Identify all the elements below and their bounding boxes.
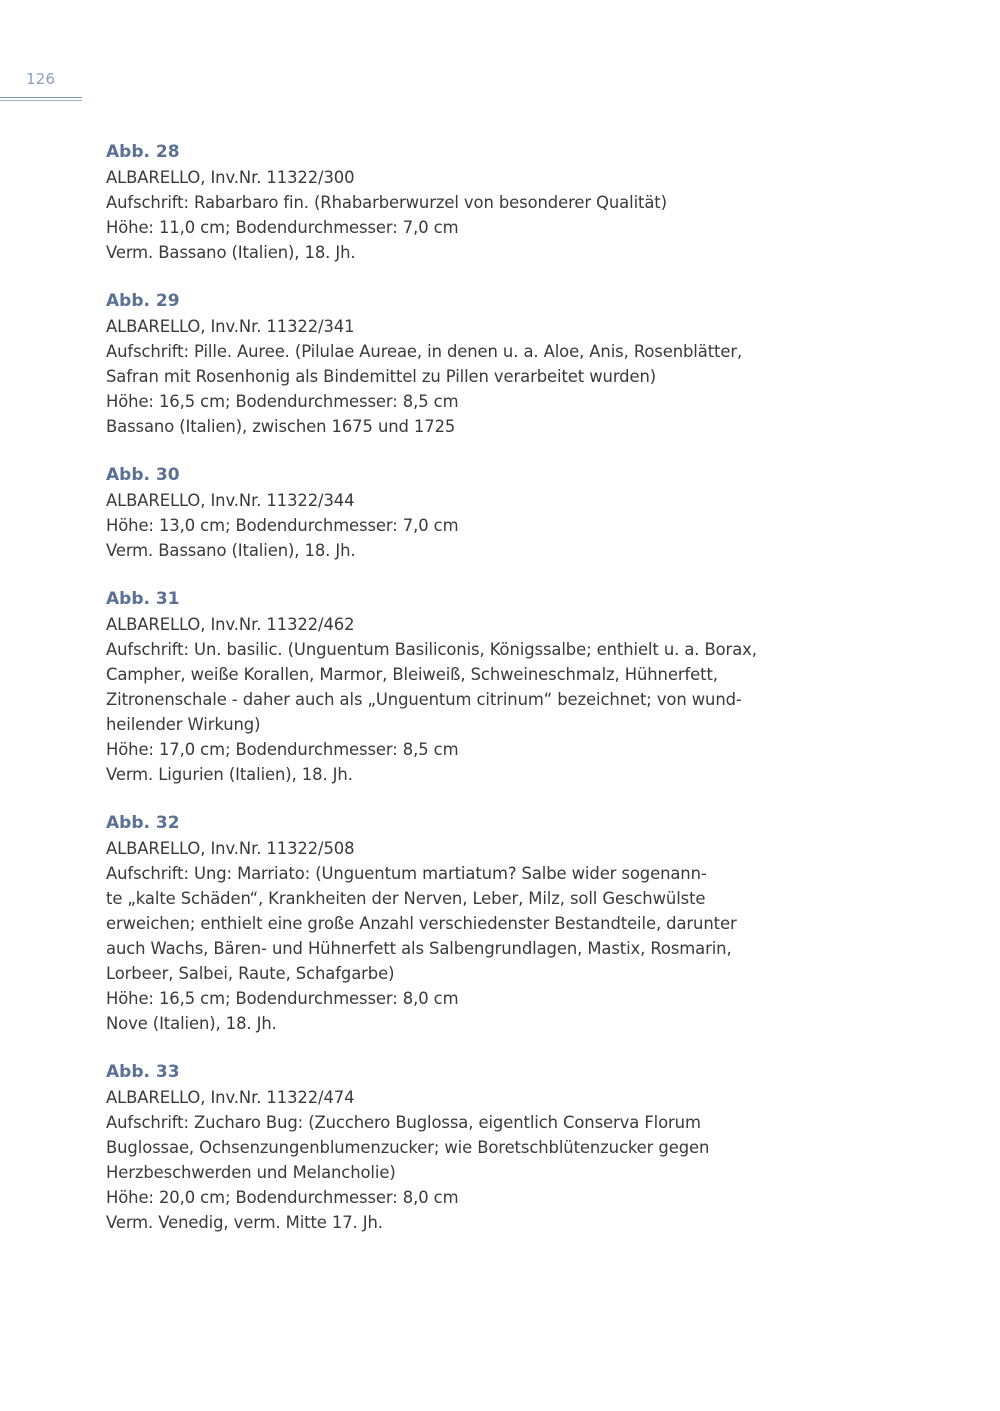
catalog-entry bbox=[106, 1060, 786, 1235]
entry-line: Safran mit Rosenhonig als Bindemittel zu Pillen verarbeitet wurden) bbox=[106, 367, 657, 386]
entry-line: Aufschrift: Pille. Auree. (Pilulae Aureae, in denen u. a. Aloe, Anis, Rosenblätter, bbox=[106, 342, 743, 361]
entry-line: Höhe: 11,0 cm; Bodendurchmesser: 7,0 cm bbox=[106, 218, 459, 237]
entry-title: Abb. 33 bbox=[106, 1062, 180, 1082]
page-number-rule bbox=[0, 97, 82, 98]
entry-line: Verm. Ligurien (Italien), 18. Jh. bbox=[106, 765, 353, 784]
entry-title: Abb. 31 bbox=[106, 589, 180, 609]
entry-line: Verm. Venedig, verm. Mitte 17. Jh. bbox=[106, 1213, 383, 1232]
entry-line: Aufschrift: Rabarbaro fin. (Rhabarberwurzel von besonderer Qualität) bbox=[106, 193, 667, 212]
entry-line: auch Wachs, Bären- und Hühnerfett als Salbengrundlagen, Mastix, Rosmarin, bbox=[106, 939, 732, 958]
entry-line: te „kalte Schäden“, Krankheiten der Nerven, Leber, Milz, soll Geschwülste bbox=[106, 889, 706, 908]
catalog-entries bbox=[106, 140, 786, 1259]
entry-line: Höhe: 20,0 cm; Bodendurchmesser: 8,0 cm bbox=[106, 1188, 459, 1207]
entry-line: erweichen; enthielt eine große Anzahl verschiedenster Bestandteile, darunter bbox=[106, 914, 737, 933]
entry-line: Verm. Bassano (Italien), 18. Jh. bbox=[106, 541, 356, 560]
entry-line: Höhe: 13,0 cm; Bodendurchmesser: 7,0 cm bbox=[106, 516, 459, 535]
entry-line: heilender Wirkung) bbox=[106, 715, 261, 734]
entry-line: Buglossae, Ochsenzungenblumenzucker; wie Boretschblütenzucker gegen bbox=[106, 1138, 710, 1157]
entry-line: Höhe: 16,5 cm; Bodendurchmesser: 8,5 cm bbox=[106, 392, 459, 411]
catalog-entry bbox=[106, 587, 786, 787]
entry-line: ALBARELLO, Inv.Nr. 11322/300 bbox=[106, 168, 355, 187]
page-number-rule-lower bbox=[0, 100, 82, 101]
entry-line: ALBARELLO, Inv.Nr. 11322/508 bbox=[106, 839, 355, 858]
catalog-entry bbox=[106, 811, 786, 1036]
entry-line: Aufschrift: Ung: Marriato: (Unguentum martiatum? Salbe wider sogenann- bbox=[106, 864, 707, 883]
catalog-entry bbox=[106, 289, 786, 439]
entry-title: Abb. 30 bbox=[106, 465, 180, 485]
entry-line: Bassano (Italien), zwischen 1675 und 1725 bbox=[106, 417, 456, 436]
entry-title: Abb. 32 bbox=[106, 813, 180, 833]
entry-line: ALBARELLO, Inv.Nr. 11322/341 bbox=[106, 317, 355, 336]
entry-line: Zitronenschale - daher auch als „Unguentum citrinum“ bezeichnet; von wund- bbox=[106, 690, 742, 709]
entry-line: Nove (Italien), 18. Jh. bbox=[106, 1014, 277, 1033]
entry-title: Abb. 28 bbox=[106, 142, 180, 162]
entry-line: Höhe: 17,0 cm; Bodendurchmesser: 8,5 cm bbox=[106, 740, 459, 759]
entry-line: Lorbeer, Salbei, Raute, Schafgarbe) bbox=[106, 964, 395, 983]
entry-line: Höhe: 16,5 cm; Bodendurchmesser: 8,0 cm bbox=[106, 989, 459, 1008]
entry-line: Campher, weiße Korallen, Marmor, Bleiweiß, Schweineschmalz, Hühnerfett, bbox=[106, 665, 718, 684]
entry-line: Aufschrift: Zucharo Bug: (Zucchero Buglossa, eigentlich Conserva Florum bbox=[106, 1113, 701, 1132]
entry-line: Aufschrift: Un. basilic. (Unguentum Basiliconis, Königssalbe; enthielt u. a. Borax, bbox=[106, 640, 757, 659]
entry-line: Verm. Bassano (Italien), 18. Jh. bbox=[106, 243, 356, 262]
catalog-entry bbox=[106, 140, 786, 265]
entry-line: ALBARELLO, Inv.Nr. 11322/462 bbox=[106, 615, 355, 634]
page-number: 126 bbox=[26, 70, 56, 88]
entry-line: ALBARELLO, Inv.Nr. 11322/344 bbox=[106, 491, 355, 510]
catalog-entry bbox=[106, 463, 786, 563]
entry-line: ALBARELLO, Inv.Nr. 11322/474 bbox=[106, 1088, 355, 1107]
entry-line: Herzbeschwerden und Melancholie) bbox=[106, 1163, 396, 1182]
entry-title: Abb. 29 bbox=[106, 291, 180, 311]
